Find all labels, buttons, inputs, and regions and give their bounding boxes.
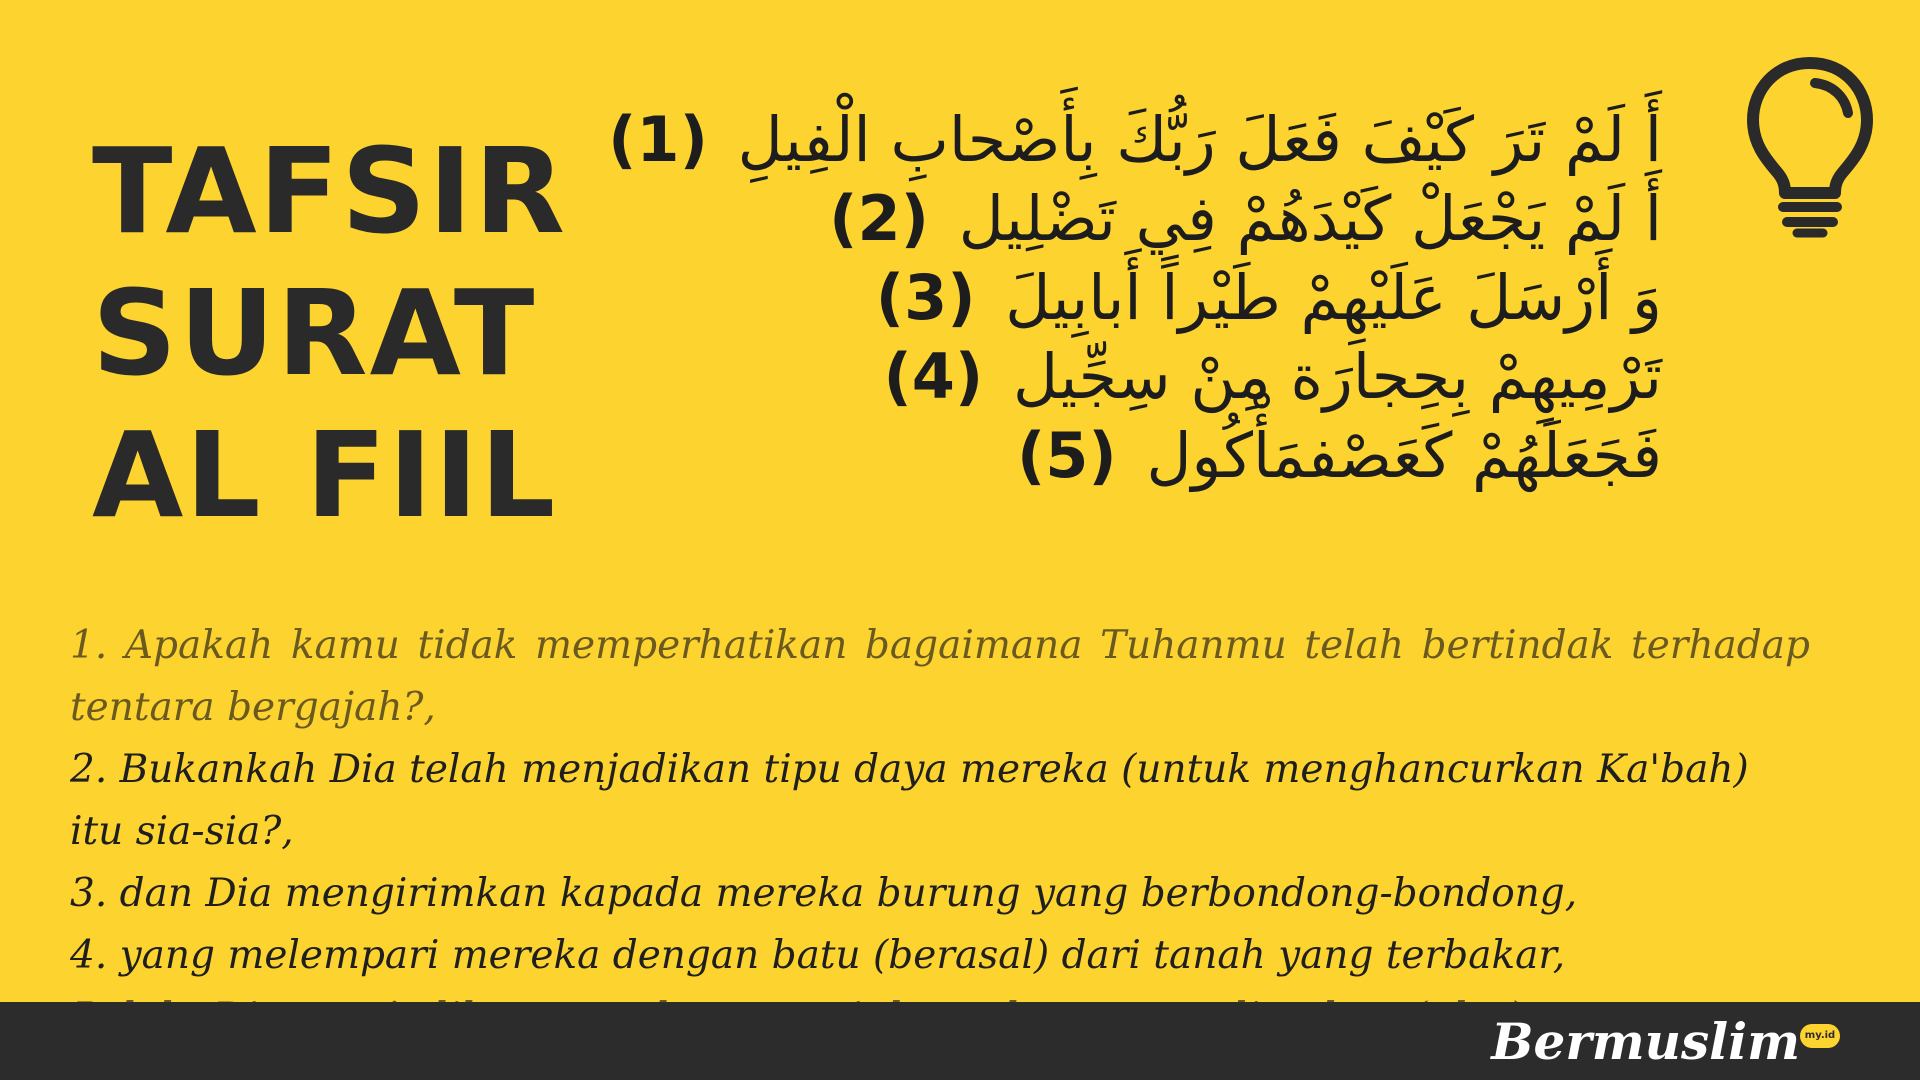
page-title [92, 120, 568, 546]
brand-domain-badge: my.id [1800, 1024, 1840, 1048]
arabic-verse-2 [612, 179, 1662, 258]
arabic-verses [608, 100, 1662, 495]
verse-number: (1) [608, 103, 708, 176]
translation-list [70, 615, 1810, 1049]
lightbulb-icon [1745, 55, 1875, 240]
verse-number: (4) [883, 340, 984, 413]
arabic-verse-1 [608, 100, 1662, 179]
title-line-3: AL FIIL [92, 406, 558, 544]
arabic-verse-text: فَجَعَلَهُمْ كَعَصْفمَأْكُول [1146, 419, 1662, 492]
verse-number: (5) [1016, 419, 1117, 492]
arabic-verse-4 [612, 337, 1662, 416]
verse-number: (2) [829, 182, 929, 255]
arabic-verse-text: أَ لَمْ يَجْعَلْ كَيْدَهُمْ فِي تَضْلِيل [958, 182, 1662, 255]
translation-item-1: 1. Apakah kamu tidak memperhatikan bagaimana Tuhanmu telah bertindak terhadap tentara bergajah?, [70, 623, 1810, 730]
arabic-verse-text: تَرْمِيهِمْ بِحِجارَة مِنْ سِجِّيل [1012, 340, 1662, 413]
title-line-1: TAFSIR [92, 122, 568, 260]
arabic-verse-3 [612, 258, 1662, 337]
arabic-verse-text: أَ لَمْ تَرَ كَيْفَ فَعَلَ رَبُّكَ بِأَصْحابِ الْفِيلِ [737, 103, 1662, 176]
title-line-2: SURAT [92, 264, 537, 402]
arabic-verse-text: وَ أَرْسَلَ عَلَيْهِمْ طَيْراً أَبابِيلَ [1005, 261, 1662, 334]
brand-logo[interactable]: Bermuslim [1491, 1012, 1800, 1071]
footer-bar [0, 1002, 1920, 1080]
translation-item-4: 4. yang melempari mereka dengan batu (berasal) dari tanah yang terbakar, [70, 933, 1566, 978]
translation-item-2: 2. Bukankah Dia telah menjadikan tipu daya mereka (untuk menghancurkan Ka'bah) itu sia-sia?, [70, 747, 1749, 854]
translation-item-3: 3. dan Dia mengirimkan kapada mereka burung yang berbondong-bondong, [70, 871, 1578, 916]
verse-number: (3) [875, 261, 976, 334]
arabic-verse-5 [612, 416, 1662, 495]
